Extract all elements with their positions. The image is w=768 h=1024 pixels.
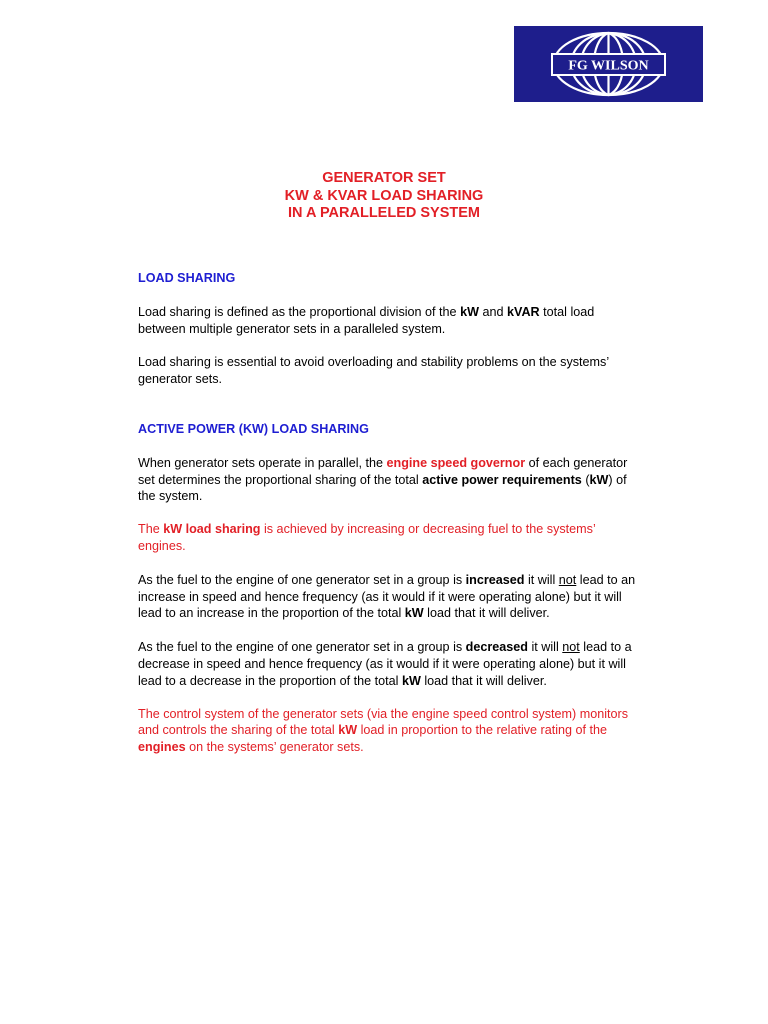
paragraph-governor <box>138 455 638 505</box>
text-run: is achieved by increasing or decreasing fuel to the systems’ engines. <box>138 522 596 553</box>
text-run: lead to an increase in speed and hence frequency (as it would if it were operating alone) but it will lead to an increase in the proportion of the total <box>138 572 636 621</box>
paragraph-load-sharing-definition <box>138 304 638 338</box>
text-run: The control system of the generator sets (via the engine speed control system) monitors and controls the sharing of the total <box>138 706 628 738</box>
paragraph-fuel-decreased <box>138 639 638 689</box>
paragraph-fuel-increased <box>138 572 638 622</box>
paragraph-control-system <box>138 706 638 756</box>
text-run: As the fuel to the engine of one generator set in a group is <box>138 572 466 587</box>
text-run: of each generator set determines the proportional sharing of the total <box>138 455 628 487</box>
section-heading-load-sharing: LOAD SHARING <box>138 271 236 285</box>
text-run: it will <box>527 640 563 655</box>
bold-term-kw-load-sharing: kW load sharing <box>163 522 261 537</box>
text-run: The <box>138 522 164 537</box>
text-run: ) of the system. <box>138 472 627 504</box>
text-run: ( <box>581 472 590 487</box>
logo-text: FG WILSON <box>568 58 649 74</box>
bold-term-active-power: active power requirements <box>422 472 582 487</box>
bold-term-engines: engines <box>138 740 186 755</box>
document-title <box>0 170 768 223</box>
red-term-engine-speed-governor: engine speed governor <box>386 455 526 470</box>
bold-term-decreased: decreased <box>465 640 528 655</box>
bold-term-kw: kW <box>589 472 609 487</box>
underlined-term-not: not <box>562 640 580 655</box>
text-run: total load between multiple generator sets in a paralleled system. <box>138 304 595 336</box>
text-run: When generator sets operate in parallel, the <box>138 455 387 470</box>
bold-term-increased: increased <box>465 572 525 587</box>
bold-term-kvar: kVAR <box>506 304 540 319</box>
bold-term-kw: kW <box>460 304 479 319</box>
document-body <box>138 270 638 756</box>
globe-emblem-icon <box>514 26 703 102</box>
fg-wilson-logo <box>514 26 703 102</box>
text-run: lead to a decrease in speed and hence frequency (as it would if it were operating alone) but it will lead to a decrease in the proportion of the total <box>138 640 632 688</box>
text-run: load that it will deliver. <box>420 673 547 688</box>
paragraph-load-sharing-importance: Load sharing is essential to avoid overloading and stability problems on the systems’ generator sets. <box>138 355 609 387</box>
bold-term-kw: kW <box>401 673 421 688</box>
bold-term-kw: kW <box>404 606 424 621</box>
text-run: and <box>478 304 507 319</box>
title-line-2: KW & KVAR LOAD SHARING <box>284 187 484 204</box>
text-run: load in proportion to the relative rating of the <box>357 723 608 738</box>
paragraph-kw-load-sharing <box>138 521 638 555</box>
bold-term-kw: kW <box>338 723 358 738</box>
text-run: it will <box>524 572 559 587</box>
text-run: As the fuel to the engine of one generator set in a group is <box>138 640 466 655</box>
title-line-3: IN A PARALLELED SYSTEM <box>288 205 480 221</box>
title-line-1: GENERATOR SET <box>322 170 446 186</box>
underlined-term-not: not <box>558 572 577 587</box>
text-run: load that it will deliver. <box>423 606 550 621</box>
text-run: Load sharing is defined as the proportional division of the <box>138 304 461 319</box>
text-run: on the systems’ generator sets. <box>185 740 364 755</box>
section-heading-active-power: ACTIVE POWER (KW) LOAD SHARING <box>138 421 369 436</box>
